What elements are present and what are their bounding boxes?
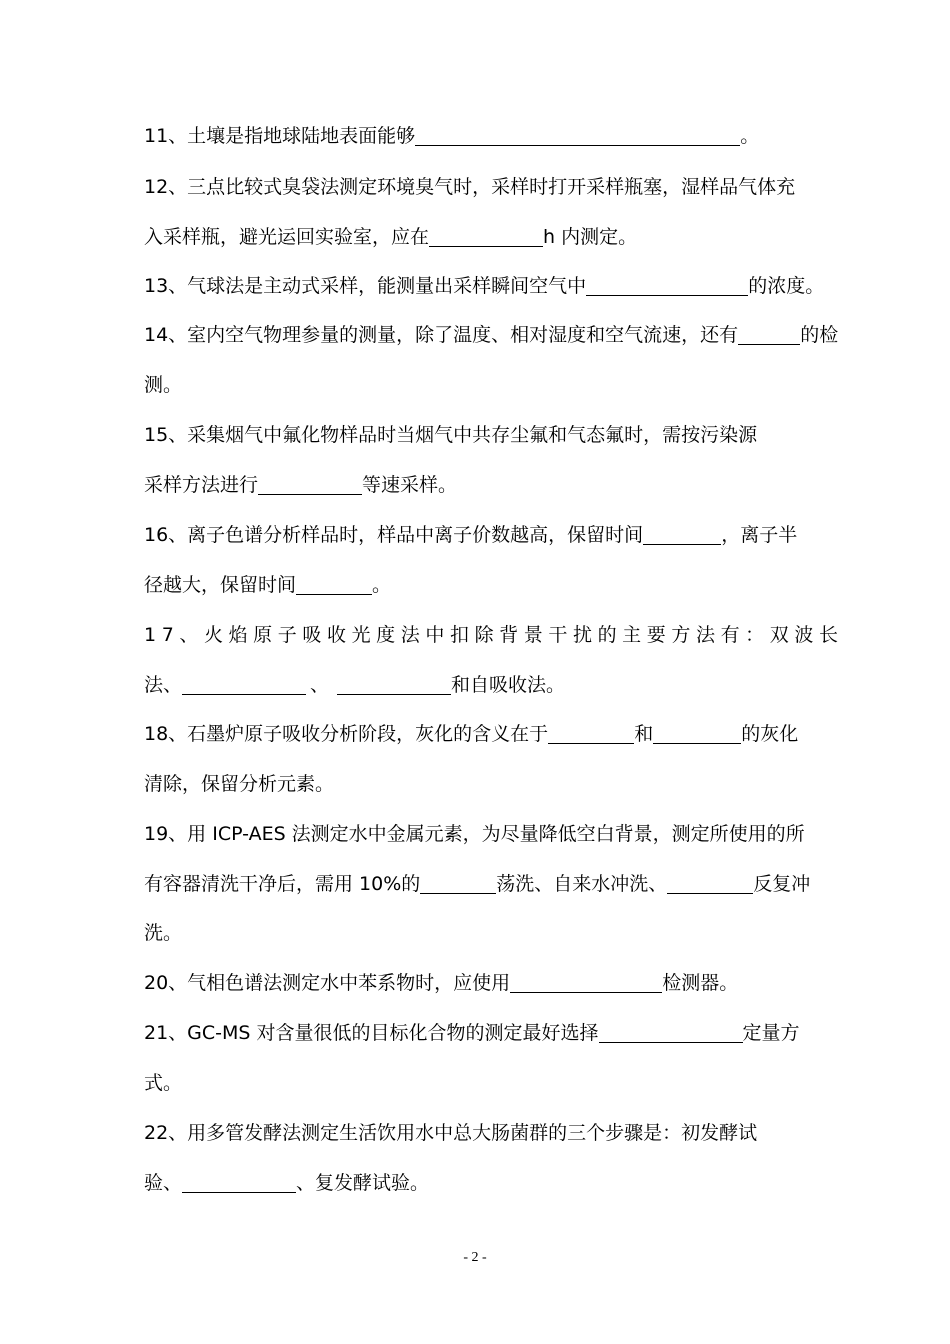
question-22-line-1 (144, 1120, 757, 1146)
question-18-text-end: 的灰化 (741, 723, 799, 745)
question-16-line-1 (144, 522, 797, 548)
answer-blank[interactable] (548, 723, 634, 744)
question-15-text-2: 采样方法进行 (144, 474, 259, 496)
question-22-text-end: 、复发酵试验。 (296, 1172, 430, 1194)
answer-blank[interactable] (429, 226, 543, 247)
question-13-line-1 (144, 273, 824, 299)
page-number: - 2 - (463, 1250, 487, 1265)
question-16-text-end: 。 (372, 574, 392, 596)
question-16-line-2 (144, 572, 391, 598)
question-19-text-end: 反复冲 (753, 873, 811, 895)
question-16-text-2: 径越大，保留时间 (144, 574, 297, 596)
question-12-text: 12、三点比较式臭袋法测定环境臭气时，采样时打开采样瓶塞，湿样品气体充 (144, 176, 796, 198)
question-14-line-1 (144, 322, 838, 348)
question-17-text-2: 法、 (144, 674, 183, 696)
question-17-separator: 、 (310, 674, 330, 696)
question-14-text-end: 的检 (800, 324, 839, 346)
question-13-text: 13、气球法是主动式采样，能测量出采样瞬间空气中 (144, 275, 587, 297)
question-20-text-end: 检测器。 (662, 972, 739, 994)
question-11-line-1 (144, 123, 759, 149)
answer-blank[interactable] (420, 873, 496, 894)
question-20-line-1 (144, 970, 738, 996)
question-21-text-end: 定量方 (742, 1022, 800, 1044)
question-19-line-2 (144, 871, 810, 897)
question-11-text: 11、土壤是指地球陆地表面能够 (144, 125, 416, 147)
question-15-text: 15、采集烟气中氟化物样品时当烟气中共存尘氟和气态氟时，需按污染源 (144, 424, 758, 446)
question-19-text-2: 有容器清洗干净后，需用 10%的 (144, 873, 421, 895)
question-18-line-2 (144, 771, 334, 797)
answer-blank[interactable] (510, 972, 662, 993)
question-19-text: 19、用 ICP-AES 法测定水中金属元素，为尽量降低空白背景，测定所使用的所 (144, 823, 805, 845)
question-14-text-2: 测。 (144, 374, 183, 396)
answer-blank[interactable] (667, 873, 753, 894)
answer-blank[interactable] (337, 674, 451, 695)
answer-blank[interactable] (738, 324, 800, 345)
question-17-line-1 (144, 622, 844, 648)
question-12-text-end: h 内测定。 (543, 226, 638, 248)
question-15-text-end: 等速采样。 (362, 474, 458, 496)
question-19-text-3: 洗。 (144, 922, 183, 944)
question-11-text-end: 。 (740, 125, 760, 147)
question-16-text: 16、离子色谱分析样品时，样品中离子价数越高，保留时间 (144, 524, 644, 546)
question-14-line-2 (144, 372, 182, 398)
question-12-line-2 (144, 224, 637, 250)
question-21-text-2: 式。 (144, 1072, 183, 1094)
question-17-text-end: 和自吸收法。 (451, 674, 566, 696)
question-18-text-and: 和 (634, 723, 654, 745)
answer-blank[interactable] (586, 275, 748, 296)
answer-blank[interactable] (258, 474, 362, 495)
answer-blank[interactable] (653, 723, 741, 744)
question-21-text: 21、GC-MS 对含量很低的目标化合物的测定最好选择 (144, 1022, 599, 1044)
question-15-line-2 (144, 472, 457, 498)
question-18-text: 18、石墨炉原子吸收分析阶段，灰化的含义在于 (144, 723, 549, 745)
question-21-line-2 (144, 1070, 182, 1096)
question-18-text-2: 清除，保留分析元素。 (144, 773, 335, 795)
question-17-line-2 (144, 672, 565, 698)
question-22-text-2: 验、 (144, 1172, 183, 1194)
question-18-line-1 (144, 721, 798, 747)
question-20-text: 20、气相色谱法测定水中苯系物时，应使用 (144, 972, 511, 994)
question-16-text-mid: ，离子半 (721, 524, 798, 546)
question-17-text: 17、火焰原子吸收光度法中扣除背景干扰的主要方法有：双波长 (144, 624, 844, 646)
question-19-line-1 (144, 821, 805, 847)
answer-blank[interactable] (415, 125, 740, 146)
question-12-text-2: 入采样瓶，避光运回实验室，应在 (144, 226, 430, 248)
answer-blank[interactable] (296, 574, 372, 595)
answer-blank[interactable] (182, 674, 306, 695)
question-14-text: 14、室内空气物理参量的测量，除了温度、相对湿度和空气流速，还有 (144, 324, 739, 346)
question-22-line-2 (144, 1170, 429, 1196)
question-19-text-mid: 荡洗、自来水冲洗、 (496, 873, 668, 895)
question-19-line-3 (144, 920, 182, 946)
question-15-line-1 (144, 422, 757, 448)
answer-blank[interactable] (599, 1022, 743, 1043)
answer-blank[interactable] (643, 524, 721, 545)
question-21-line-1 (144, 1020, 800, 1046)
question-13-text-end: 的浓度。 (748, 275, 825, 297)
question-12-line-1 (144, 174, 795, 200)
question-22-text: 22、用多管发酵法测定生活饮用水中总大肠菌群的三个步骤是：初发酵试 (144, 1122, 758, 1144)
answer-blank[interactable] (182, 1172, 296, 1193)
